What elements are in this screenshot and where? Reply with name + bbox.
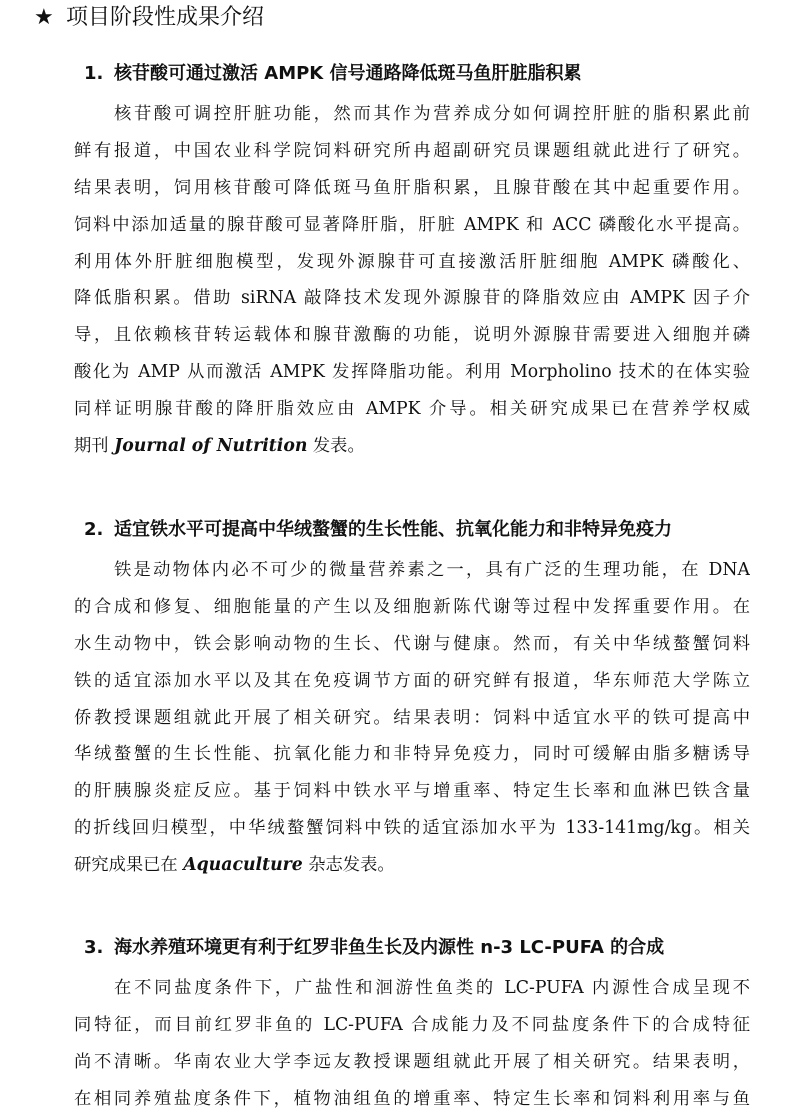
item-2-body	[74, 552, 750, 884]
item-1-title	[84, 60, 582, 88]
body-line: 在不同盐度条件下，广盐性和洄游性鱼类的 LC-PUFA 内源性合成呈现不	[114, 978, 750, 998]
body-line: 铁的适宜添加水平以及其在免疫调节方面的研究鲜有报道，华东师范大学陈立	[74, 670, 750, 691]
body-line: 侨教授课题组就此开展了相关研究。结果表明：饲料中适宜水平的铁可提高中	[74, 707, 750, 728]
body-line: 利用体外肝脏细胞模型，发现外源腺苷可直接激活肝脏细胞 AMPK 磷酸化、	[74, 251, 750, 272]
body-line: 的折线回归模型，中华绒螯蟹饲料中铁的适宜添加水平为 133-141mg/kg。相关	[74, 818, 750, 839]
body-line: 的肝胰腺炎症反应。基于饲料中铁水平与增重率、特定生长率和血淋巴铁含量	[74, 781, 750, 802]
item-1-body	[74, 96, 750, 465]
item-1-number: 1.	[84, 63, 104, 84]
item-2-title	[84, 516, 672, 544]
final-text-before: 研究成果已在	[74, 855, 184, 876]
body-line: 降低脂积累。借助 siRNA 敲降技术发现外源腺苷的降脂效应由 AMPK 因子介	[74, 288, 750, 309]
item-3-number: 3.	[84, 937, 104, 958]
star-icon: ★	[34, 5, 54, 30]
item-3-body	[74, 970, 750, 1114]
body-line: 同样证明腺苷酸的降肝脂效应由 AMPK 介导。相关研究成果已在营养学权威	[74, 399, 750, 420]
body-line: 华绒螯蟹的生长性能、抗氧化能力和非特异免疫力，同时可缓解由脂多糖诱导	[74, 744, 750, 765]
item-2-title-text: 适宜铁水平可提高中华绒螯蟹的生长性能、抗氧化能力和非特异免疫力	[114, 519, 672, 540]
body-line: 结果表明，饲用核苷酸可降低斑马鱼肝脂积累，且腺苷酸在其中起重要作用。	[74, 177, 750, 198]
body-line: 铁是动物体内必不可少的微量营养素之一，具有广泛的生理功能，在 DNA	[114, 560, 750, 580]
body-line: 水生动物中，铁会影响动物的生长、代谢与健康。然而，有关中华绒螯蟹饲料	[74, 633, 750, 654]
body-line: 同特征，而目前红罗非鱼的 LC-PUFA 合成能力及不同盐度条件下的合成特征	[74, 1014, 750, 1035]
body-line: 酸化为 AMP 从而激活 AMPK 发挥降脂功能。利用 Morpholino 技术的在体实验	[74, 362, 750, 383]
item-1-title-text: 核苷酸可通过激活 AMPK 信号通路降低斑马鱼肝脏脂积累	[114, 63, 582, 84]
body-line-final	[74, 428, 750, 465]
journal-name: Journal of Nutrition	[114, 436, 308, 457]
body-line: 核苷酸可调控肝脏功能，然而其作为营养成分如何调控肝脏的脂积累此前	[114, 104, 750, 124]
item-2-number: 2.	[84, 519, 104, 540]
body-line: 尚不清晰。华南农业大学李远友教授课题组就此开展了相关研究。结果表明，	[74, 1051, 750, 1072]
body-line: 饲料中添加适量的腺苷酸可显著降肝脂，肝脏 AMPK 和 ACC 磷酸化水平提高。	[74, 214, 750, 235]
journal-name: Aquaculture	[183, 855, 303, 876]
item-3-title	[84, 934, 664, 962]
body-line: 在相同养殖盐度条件下，植物油组鱼的增重率、特定生长率和饲料利用率与鱼	[74, 1088, 750, 1109]
section-heading-text: 项目阶段性成果介绍	[66, 5, 265, 30]
item-3-title-text: 海水养殖环境更有利于红罗非鱼生长及内源性 n-3 LC-PUFA 的合成	[114, 937, 665, 958]
section-heading	[34, 2, 264, 34]
body-line: 鲜有报道，中国农业科学院饲料研究所冉超副研究员课题组就此进行了研究。	[74, 140, 750, 161]
body-line: 导，且依赖核苷转运载体和腺苷激酶的功能，说明外源腺苷需要进入细胞并磷	[74, 325, 750, 346]
final-text-after: 杂志发表。	[302, 855, 395, 876]
final-text-after: 发表。	[307, 436, 365, 457]
final-text-before: 期刊	[74, 436, 115, 457]
body-line: 的合成和修复、细胞能量的产生以及细胞新陈代谢等过程中发挥重要作用。在	[74, 596, 750, 617]
body-line-final	[74, 847, 750, 884]
